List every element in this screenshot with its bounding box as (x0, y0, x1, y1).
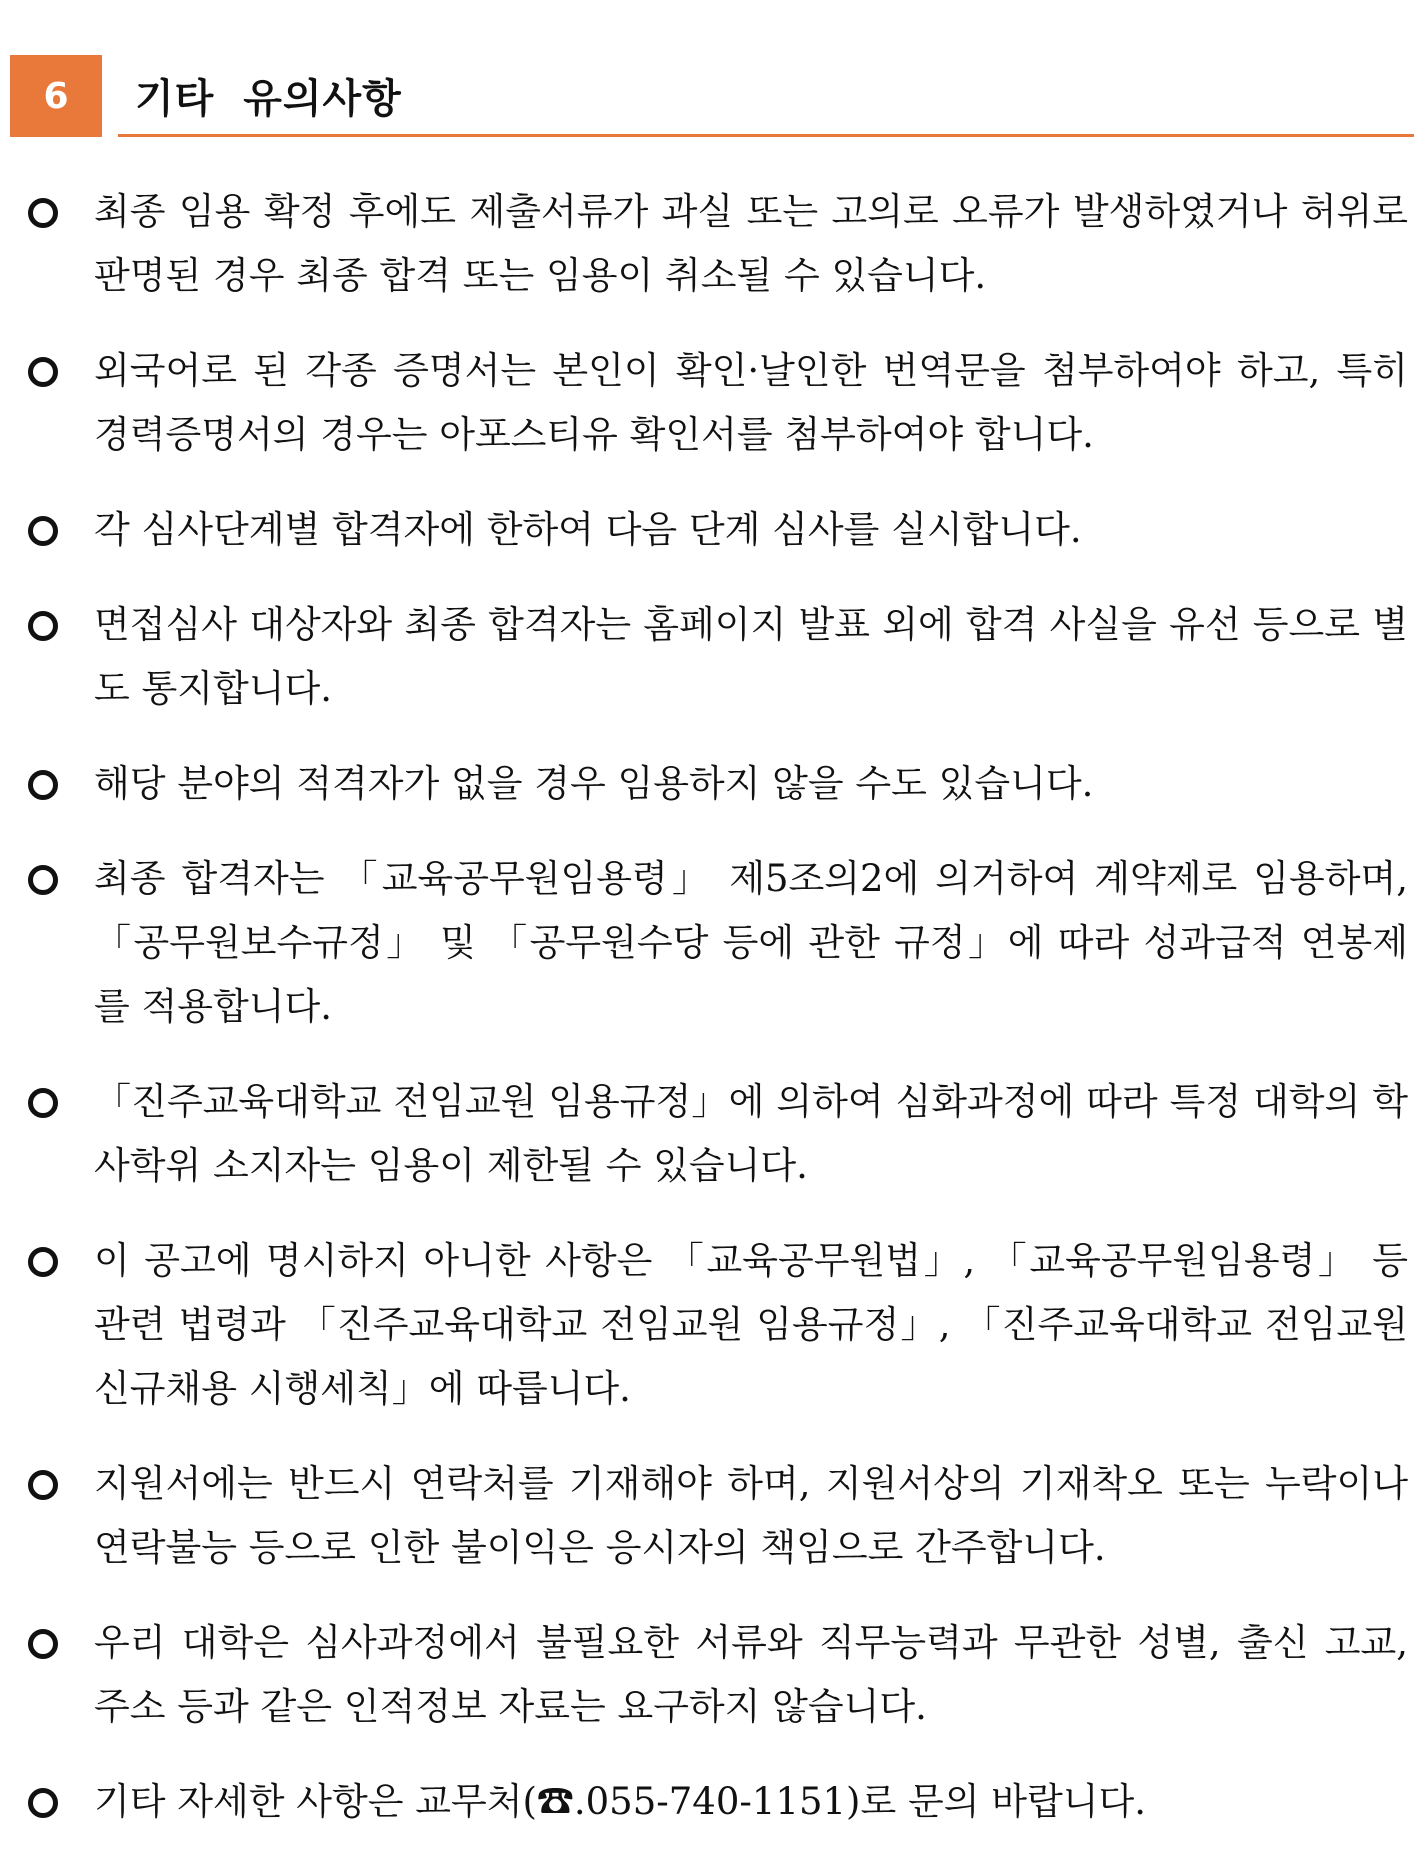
circle-bullet-icon (28, 770, 58, 800)
notice-text: 우리 대학은 심사과정에서 불필요한 서류와 직무능력과 무관한 성별, 출신 고교, 주소 등과 같은 인적정보 자료는 요구하지 않습니다. (94, 1621, 1408, 1728)
notice-item (28, 593, 1408, 721)
notice-text: 최종 임용 확정 후에도 제출서류가 과실 또는 고의로 오류가 발생하였거나 허위로 판명된 경우 최종 합격 또는 임용이 취소될 수 있습니다. (94, 190, 1408, 297)
notice-item (28, 180, 1408, 308)
circle-bullet-icon (28, 516, 58, 546)
circle-bullet-icon (28, 1470, 58, 1500)
notice-item (28, 1770, 1408, 1834)
notice-text: 「진주교육대학교 전임교원 임용규정」에 의하여 심화과정에 따라 특정 대학의 학사학위 소지자는 임용이 제한될 수 있습니다. (94, 1080, 1408, 1187)
notice-item (28, 498, 1408, 562)
notice-item (28, 752, 1408, 816)
notice-text: 각 심사단계별 합격자에 한하여 다음 단계 심사를 실시합니다. (94, 508, 1082, 551)
header-divider (118, 134, 1414, 137)
notice-text: 최종 합격자는 「교육공무원임용령」 제5조의2에 의거하여 계약제로 임용하며, 「공무원보수규정」 및 「공무원수당 등에 관한 규정」에 따라 성과급적 연봉제를 적용합니다. (94, 857, 1408, 1028)
notice-item (28, 1070, 1408, 1198)
notice-text: 외국어로 된 각종 증명서는 본인이 확인·날인한 번역문을 첨부하여야 하고, 특히 경력증명서의 경우는 아포스티유 확인서를 첨부하여야 합니다. (94, 349, 1408, 456)
notice-item (28, 339, 1408, 467)
notice-item (28, 1229, 1408, 1421)
section-header (10, 55, 1414, 137)
circle-bullet-icon (28, 357, 58, 387)
notice-text: 기타 자세한 사항은 교무처(☎.055-740-1151)로 문의 바랍니다. (94, 1780, 1146, 1823)
circle-bullet-icon (28, 1629, 58, 1659)
circle-bullet-icon (28, 1788, 58, 1818)
circle-bullet-icon (28, 611, 58, 641)
circle-bullet-icon (28, 865, 58, 895)
notice-text: 지원서에는 반드시 연락처를 기재해야 하며, 지원서상의 기재착오 또는 누락이나 연락불능 등으로 인한 불이익은 응시자의 책임으로 간주합니다. (94, 1462, 1408, 1569)
notice-text: 해당 분야의 적격자가 없을 경우 임용하지 않을 수도 있습니다. (94, 762, 1094, 805)
section-number: 6 (10, 55, 102, 137)
circle-bullet-icon (28, 1247, 58, 1277)
notice-text: 이 공고에 명시하지 아니한 사항은 「교육공무원법」, 「교육공무원임용령」 등 관련 법령과 「진주교육대학교 전임교원 임용규정」, 「진주교육대학교 전임교원 신규채용 시행세칙」에 따릅니다. (94, 1239, 1408, 1410)
circle-bullet-icon (28, 198, 58, 228)
notice-item (28, 1452, 1408, 1580)
circle-bullet-icon (28, 1088, 58, 1118)
section-title: 기타 유의사항 (135, 76, 402, 122)
notice-text: 면접심사 대상자와 최종 합격자는 홈페이지 발표 외에 합격 사실을 유선 등으로 별도 통지합니다. (94, 603, 1408, 710)
notice-item (28, 847, 1408, 1039)
notice-item (28, 1611, 1408, 1739)
notice-list (28, 180, 1408, 1834)
